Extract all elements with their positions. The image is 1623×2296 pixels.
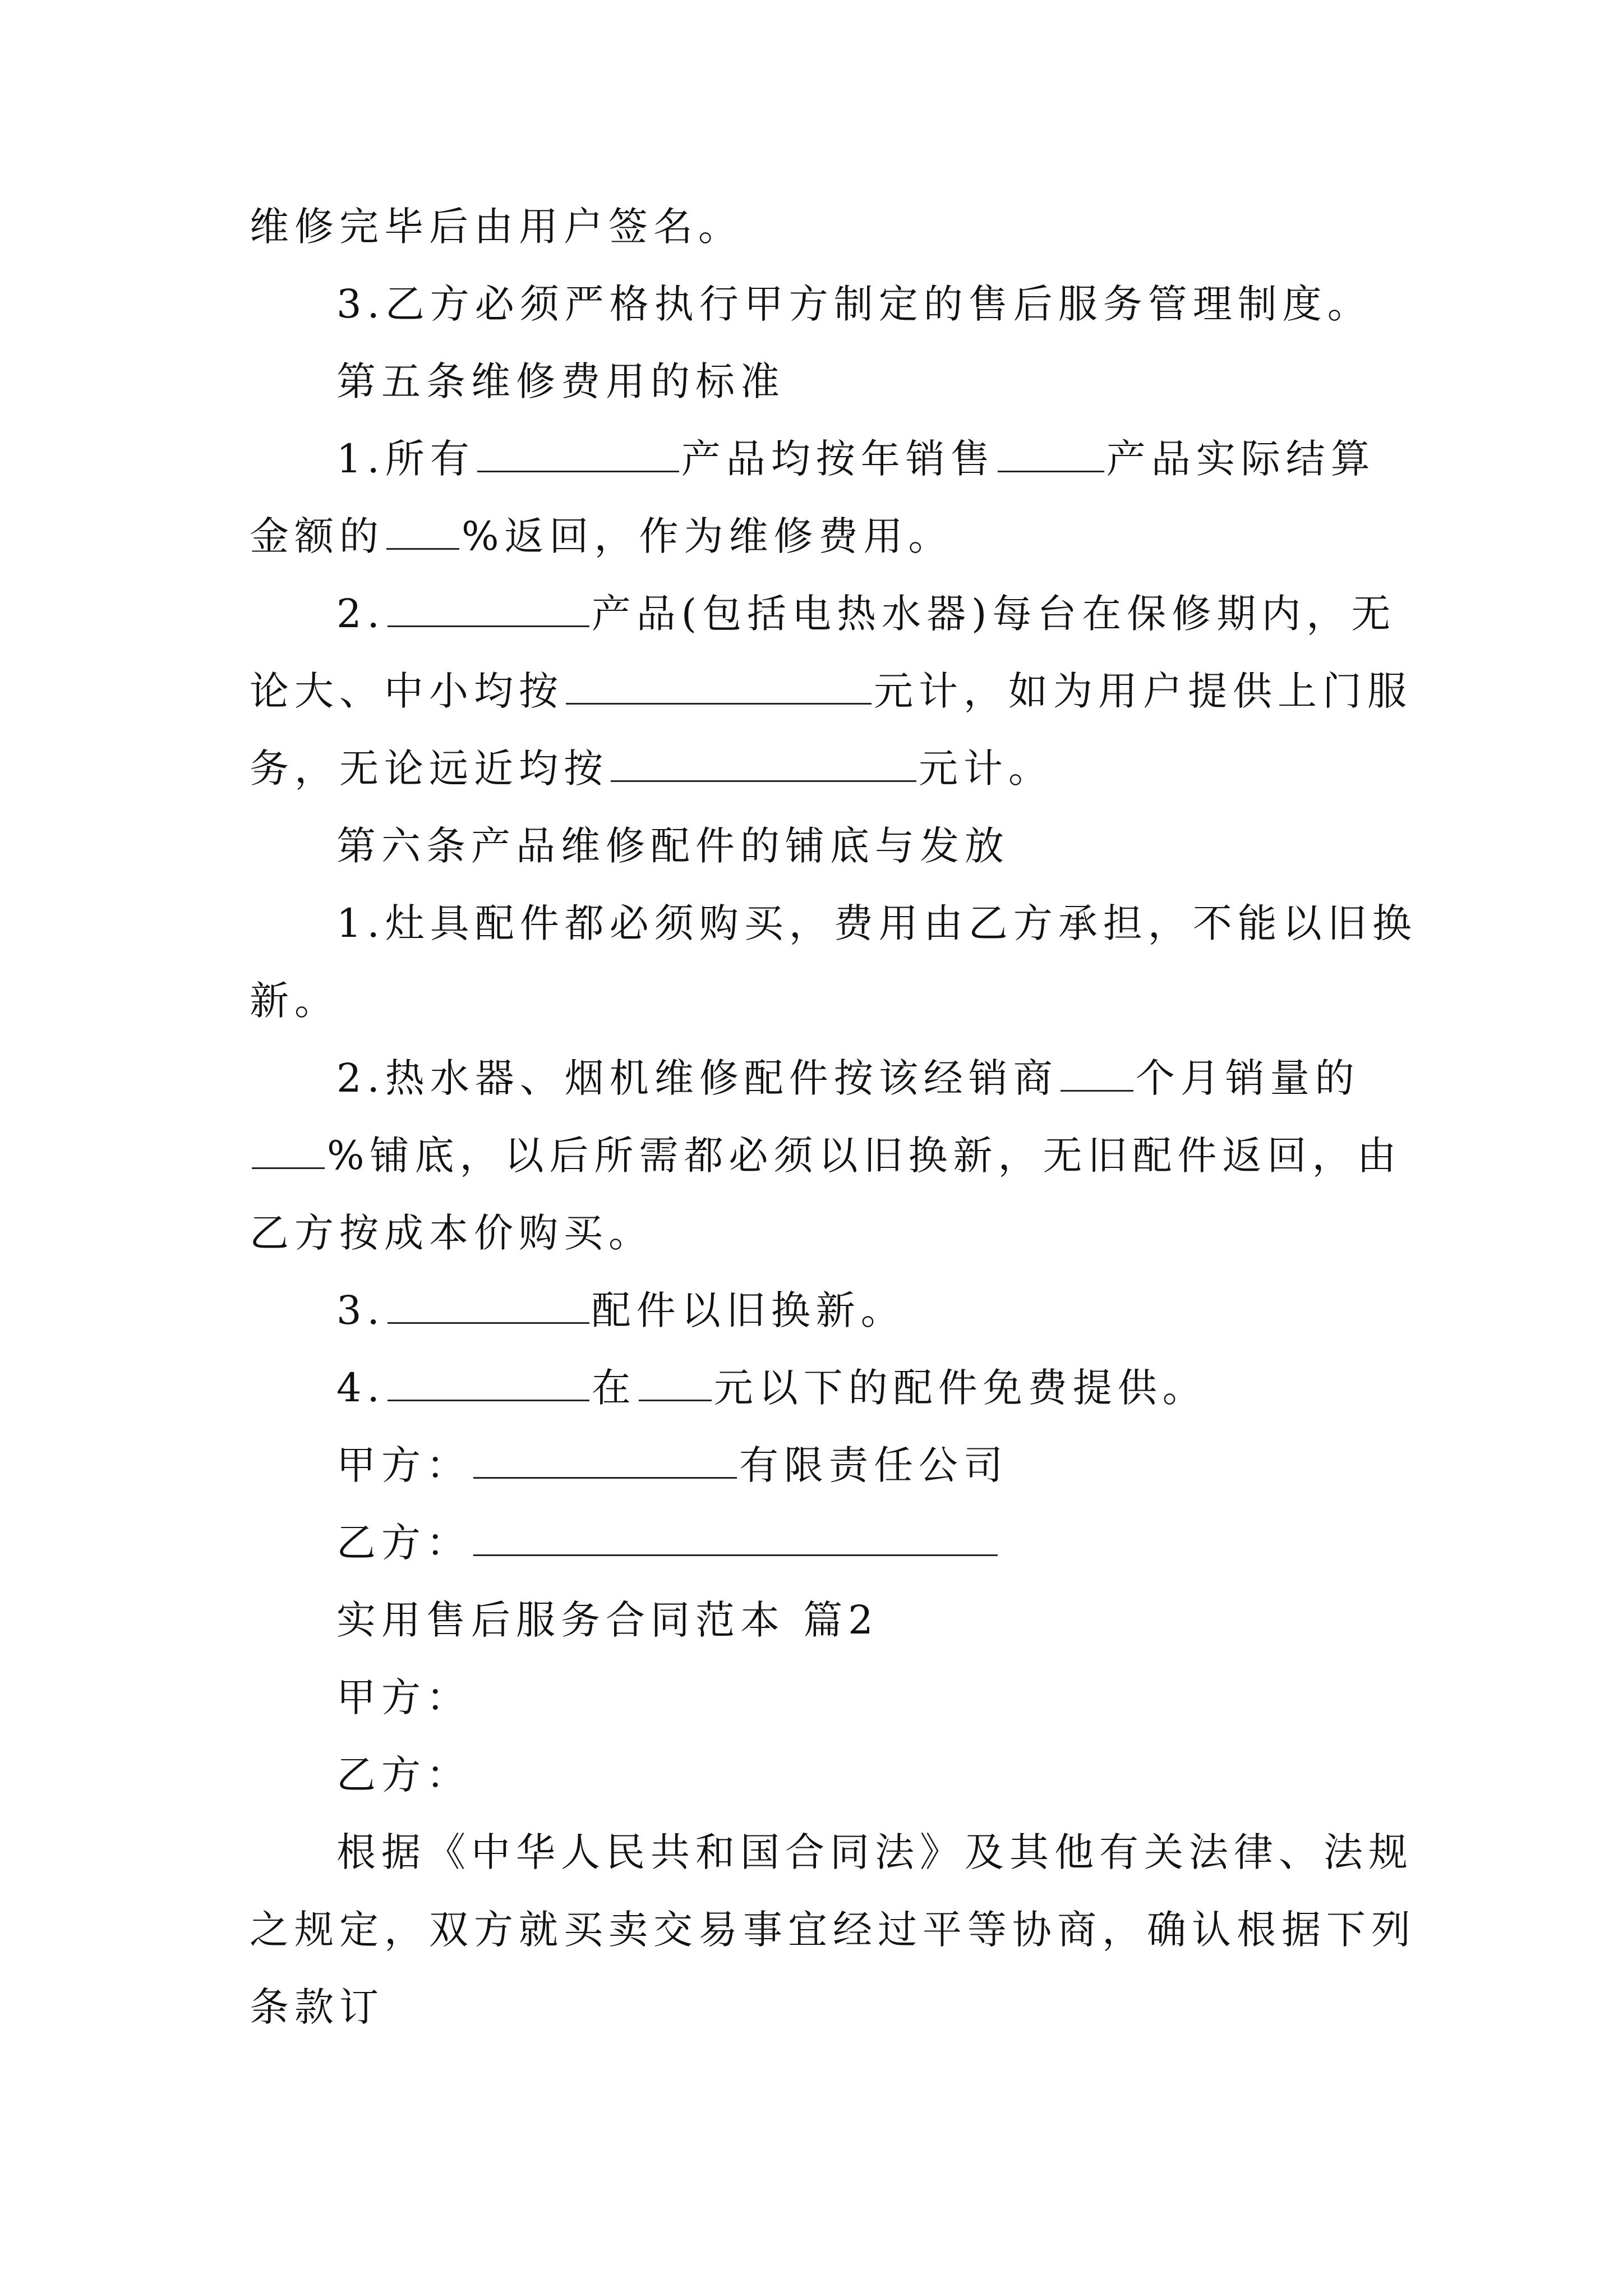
- fill-in-blank: [473, 1431, 737, 1479]
- line-text: %返回，作为维修费用。: [462, 513, 953, 559]
- paragraph-line: [250, 575, 1396, 652]
- section-heading: [250, 807, 1382, 885]
- line-text: 1.灶具配件都必须购买，费用由乙方承担，不能以旧换: [336, 900, 1417, 946]
- line-text: 之规定，双方就买卖交易事宜经过平等协商，确认根据下列: [250, 1907, 1416, 1953]
- paragraph-line: [250, 498, 1382, 575]
- line-text: 产品(包括电热水器)每台在保修期内，无: [591, 591, 1396, 637]
- line-text: 实用售后服务合同范本 篇2: [336, 1597, 879, 1643]
- line-text: 2.热水器、烟机维修配件按该经销商: [336, 1055, 1058, 1101]
- fill-in-blank: [473, 1508, 998, 1556]
- signature-line-party-b: [250, 1504, 1382, 1581]
- line-text: 乙方按成本价购买。: [250, 1210, 653, 1256]
- paragraph-line: [250, 1039, 1382, 1117]
- fill-in-blank: [388, 579, 589, 627]
- line-text: 金额的: [250, 513, 384, 559]
- fill-in-blank: [388, 1276, 589, 1324]
- line-text: 甲方：: [336, 1442, 471, 1488]
- line-text: 在: [591, 1365, 637, 1411]
- line-text: 元以下的配件免费提供。: [713, 1365, 1207, 1411]
- line-text: 条款订: [250, 1984, 384, 2030]
- line-text: 务，无论远近均按: [250, 746, 608, 792]
- paragraph-line: [250, 1117, 1402, 1194]
- line-text: %铺底，以后所需都必须以旧换新，无旧配件返回，由: [327, 1133, 1402, 1179]
- paragraph-line: [250, 1349, 1382, 1427]
- fill-in-blank: [388, 1354, 589, 1401]
- line-text: 乙方：: [336, 1752, 471, 1798]
- line-text: 产品均按年销售: [681, 436, 995, 482]
- line-text: 有限责任公司: [739, 1442, 1008, 1488]
- paragraph-line: [250, 652, 1412, 730]
- paragraph-line: [250, 885, 1417, 962]
- fill-in-blank: [1061, 1044, 1133, 1092]
- party-a-label: [250, 1659, 1382, 1736]
- fill-in-blank: [252, 1121, 325, 1169]
- line-text: 2.: [336, 591, 385, 637]
- line-text: 元计，如为用户提供上门服: [874, 668, 1412, 714]
- fill-in-blank: [611, 734, 916, 782]
- line-text: 维修完毕后由用户签名。: [250, 204, 743, 250]
- fill-in-blank: [386, 502, 459, 550]
- paragraph-line: [250, 730, 1382, 807]
- line-text: 论大、中小均按: [250, 668, 564, 714]
- section-heading: [250, 1581, 1382, 1659]
- line-text: 产品实际结算: [1106, 436, 1376, 482]
- fill-in-blank: [998, 425, 1104, 472]
- party-b-label: [250, 1736, 1382, 1814]
- paragraph-line: [250, 265, 1382, 343]
- paragraph-line: [250, 420, 1382, 498]
- section-heading: [250, 343, 1382, 420]
- paragraph-line: [250, 188, 1382, 265]
- line-text: 个月销量的: [1135, 1055, 1360, 1101]
- line-text: 3.乙方必须严格执行甲方制定的售后服务管理制度。: [336, 281, 1372, 327]
- line-text: 3.: [336, 1287, 385, 1333]
- line-text: 第六条产品维修配件的铺底与发放: [336, 823, 1009, 869]
- line-text: 根据《中华人民共和国合同法》及其他有关法律、法规: [336, 1829, 1413, 1875]
- line-text: 元计。: [919, 746, 1053, 792]
- line-text: 甲方：: [336, 1674, 471, 1720]
- paragraph-line: [250, 1272, 1382, 1349]
- line-text: 配件以旧换新。: [591, 1287, 906, 1333]
- line-text: 新。: [250, 978, 339, 1024]
- document-body: [250, 188, 1417, 2046]
- line-text: 第五条维修费用的标准: [336, 358, 785, 404]
- fill-in-blank: [566, 657, 872, 705]
- paragraph-line: [250, 1891, 1416, 1968]
- line-text: 4.: [336, 1365, 385, 1411]
- paragraph-line: [250, 1194, 1382, 1272]
- paragraph-line: [250, 1968, 1382, 2046]
- line-text: 乙方：: [336, 1520, 471, 1566]
- fill-in-blank: [477, 425, 679, 472]
- line-text: 1.所有: [336, 436, 475, 482]
- paragraph-line: [250, 1814, 1413, 1891]
- fill-in-blank: [639, 1354, 712, 1401]
- signature-line-party-a: [250, 1427, 1382, 1504]
- paragraph-line: [250, 962, 1382, 1039]
